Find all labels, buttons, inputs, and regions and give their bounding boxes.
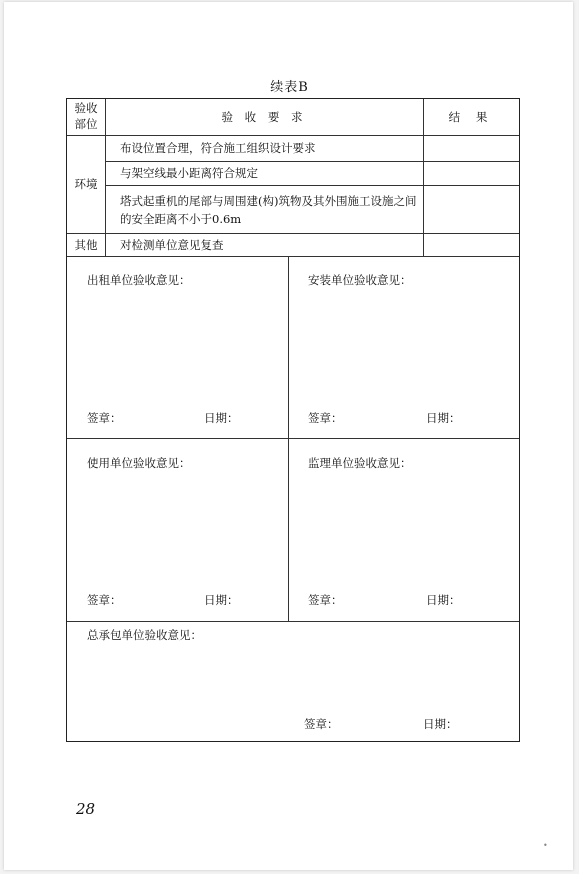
sign-label: 签章： — [308, 593, 343, 607]
lessor-opinion-label: 出租单位验收意见： — [87, 273, 191, 287]
date-label: 日期： — [204, 593, 239, 607]
supervisor-opinion-label: 监理单位验收意见： — [308, 456, 412, 470]
sign-label: 签章： — [308, 411, 343, 425]
acceptance-table — [66, 98, 520, 742]
sign-label: 签章： — [87, 593, 122, 607]
page-number: 28 — [76, 800, 96, 818]
installer-opinion-label: 安装单位验收意见： — [308, 273, 412, 287]
other-item-1: 对检测单位意见复查 — [120, 238, 224, 252]
date-label: 日期： — [204, 411, 239, 425]
header-result-label: 结 果 — [448, 110, 494, 124]
header-requirement-label: 验 收 要 求 — [221, 110, 307, 124]
header-part-label: 验收 部位 — [74, 101, 98, 131]
date-label: 日期： — [426, 593, 461, 607]
table-title: 续表B — [270, 80, 309, 95]
general-contractor-opinion-label: 总承包单位验收意见： — [87, 628, 202, 642]
date-label: 日期： — [426, 411, 461, 425]
date-label: 日期： — [423, 717, 458, 731]
user-opinion-label: 使用单位验收意见： — [87, 456, 191, 470]
corner-mark: • — [543, 841, 548, 850]
env-item-3: 塔式起重机的尾部与周围建(构)筑物及其外围施工设施之间的安全距离不小于0.6m — [120, 194, 417, 226]
sign-label: 签章： — [87, 411, 122, 425]
sign-label: 签章： — [304, 717, 339, 731]
env-item-1: 布设位置合理，符合施工组织设计要求 — [120, 141, 316, 155]
env-item-2: 与架空线最小距离符合规定 — [120, 166, 258, 180]
other-label: 其他 — [74, 238, 98, 252]
env-label: 环境 — [74, 177, 98, 191]
